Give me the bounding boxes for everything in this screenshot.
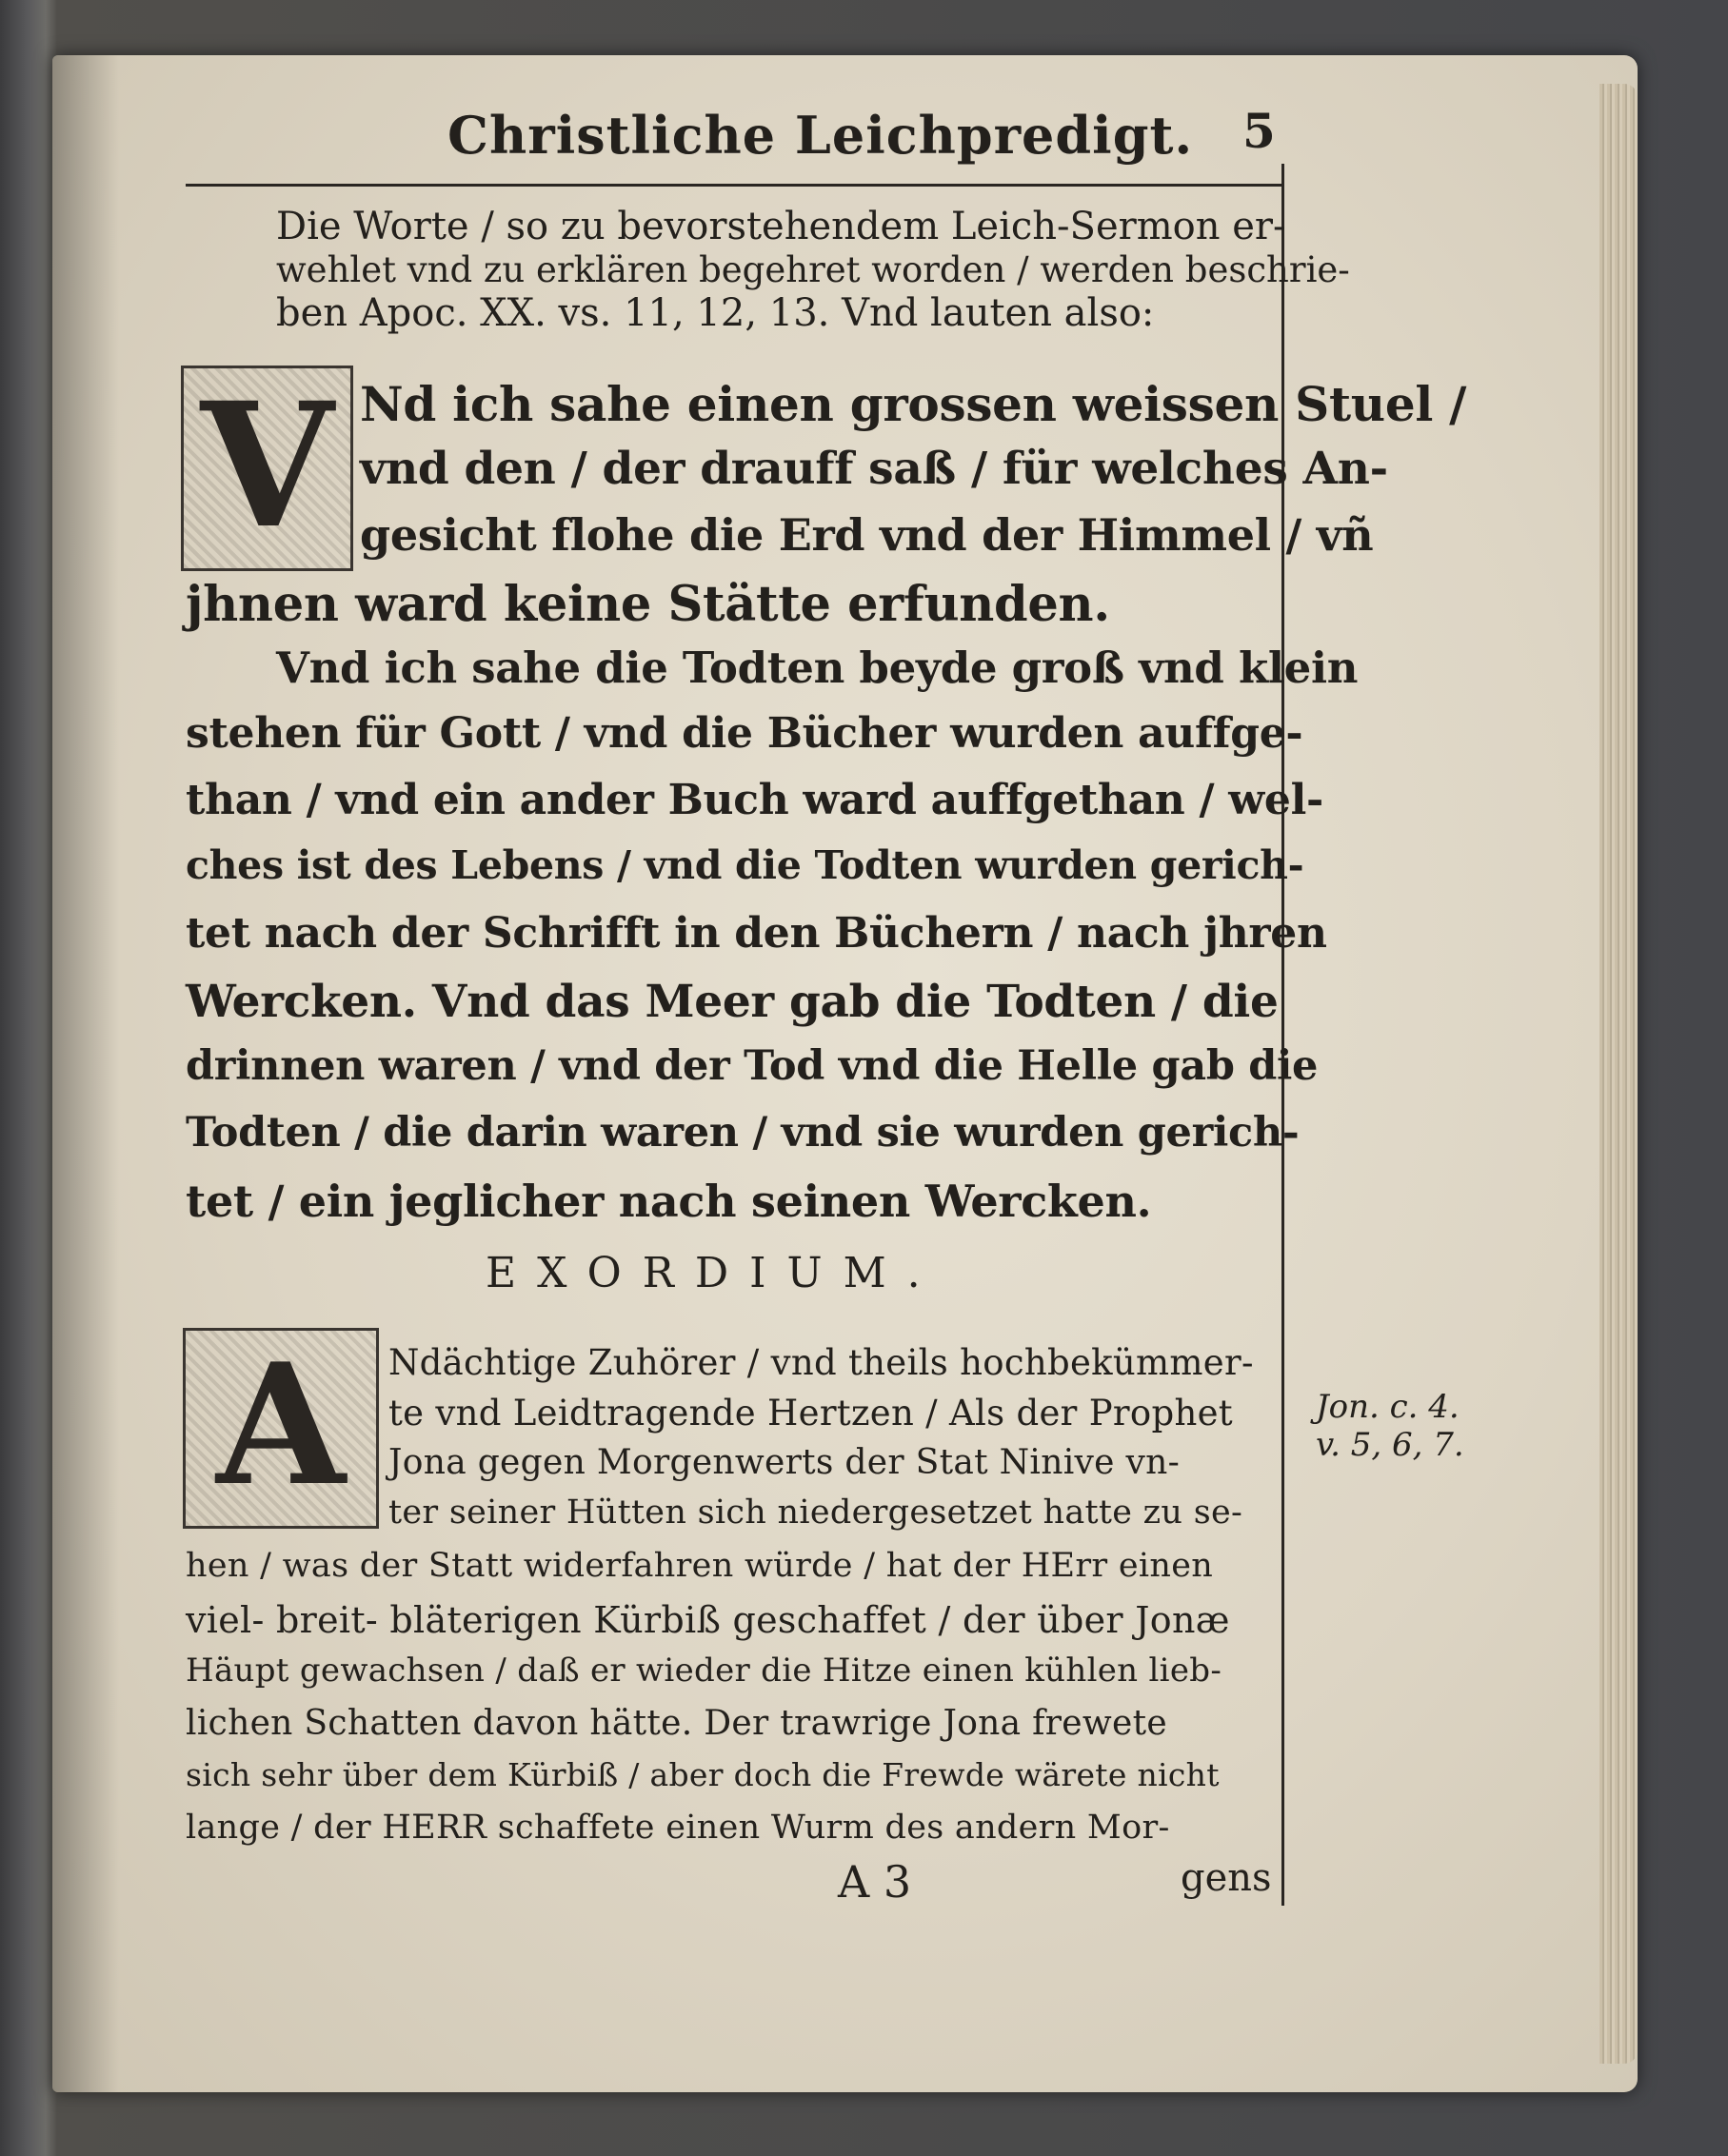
exordium-line: Jona gegen Morgenwerts der Stat Ninive vn- [388, 1443, 1181, 1482]
intro-line: wehlet vnd zu erklären begehret worden / werden beschrie- [276, 249, 1350, 290]
exordium-line: lange / der HERR schaffete einen Wurm des andern Mor- [186, 1809, 1170, 1847]
ornamental-initial-v: V [181, 366, 353, 571]
scripture-line: gesicht flohe die Erd vnd der Himmel / vñ [360, 509, 1374, 561]
signature-mark: A 3 [838, 1856, 912, 1908]
intro-line: ben Apoc. XX. vs. 11, 12, 13. Vnd lauten also: [276, 291, 1155, 335]
exordium-line: viel- breit- bläterigen Kürbiß geschaffet / der über Jonæ [186, 1599, 1230, 1641]
page-number: 5 [1242, 103, 1276, 159]
scripture-line: Vnd ich sahe die Todten beyde groß vnd klein [276, 643, 1359, 693]
scripture-line: ches ist des Lebens / vnd die Todten wurden gerich- [186, 842, 1304, 888]
exordium-line: ter seiner Hütten sich niedergesetzet hatte zu se- [388, 1493, 1243, 1532]
scripture-line: than / vnd ein ander Buch ward auffgethan / wel- [186, 776, 1323, 824]
header-rule [186, 184, 1283, 187]
exordium-line: lichen Schatten davon hätte. Der trawrige Jona frewete [186, 1704, 1167, 1743]
scripture-line: stehen für Gott / vnd die Bücher wurden auffge- [186, 709, 1303, 758]
scripture-line: Todten / die darin waren / vnd sie wurden gerich- [186, 1109, 1300, 1157]
intro-line: Die Worte / so zu bevorstehendem Leich-Sermon er- [276, 205, 1286, 248]
exordium-line: Ndächtige Zuhörer / vnd theils hochbekümmer- [388, 1342, 1254, 1383]
page-edge [1599, 84, 1638, 2064]
ornamental-initial-a: A [183, 1328, 379, 1529]
gutter-shadow [52, 55, 119, 2092]
scripture-line: tet nach der Schrifft in den Büchern / nach jhren [186, 909, 1327, 958]
scripture-line: drinnen waren / vnd der Tod vnd die Helle gab die [186, 1042, 1319, 1090]
scripture-line: tet / ein jeglicher nach seinen Wercken. [186, 1176, 1152, 1227]
scripture-line: Wercken. Vnd das Meer gab die Todten / die [186, 976, 1279, 1028]
exordium-line: sich sehr über dem Kürbiß / aber doch die Frewde wärete nicht [186, 1756, 1220, 1793]
exordium-line: te vnd Leidtragende Hertzen / Als der Prophet [388, 1393, 1233, 1434]
margin-note: Jon. c. 4. [1316, 1388, 1460, 1426]
catchword: gens [1181, 1856, 1272, 1900]
exordium-line: Häupt gewachsen / daß er wieder die Hitze einen kühlen lieb- [186, 1652, 1222, 1690]
running-title: Christliche Leichpredigt. [447, 105, 1194, 166]
exordium-heading: EXORDIUM. [486, 1249, 942, 1297]
scripture-line: jhnen ward keine Stätte erfunden. [186, 576, 1110, 633]
scripture-line: vnd den / der drauff saß / für welches An- [360, 443, 1388, 495]
margin-note: v. 5, 6, 7. [1316, 1426, 1464, 1464]
scripture-line: Nd ich sahe einen grossen weissen Stuel / [360, 376, 1467, 432]
exordium-line: hen / was der Statt widerfahren würde / hat der HErr einen [186, 1547, 1214, 1585]
